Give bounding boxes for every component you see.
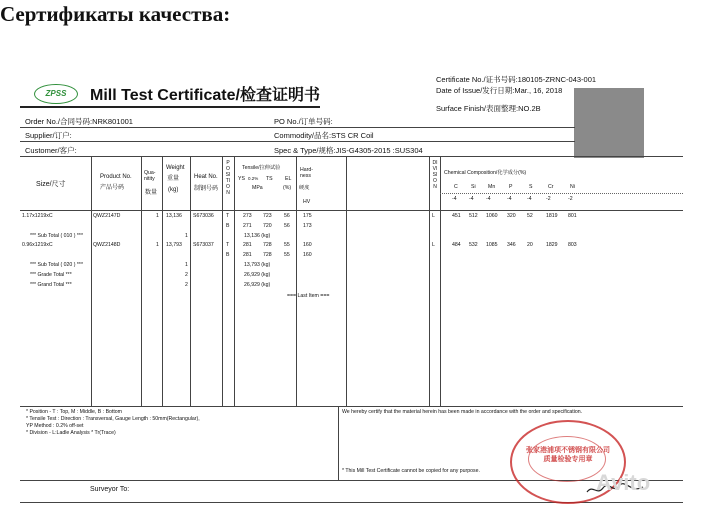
row1-ts-t: 723 [263,213,272,219]
row1-pos-b: B [226,223,230,229]
grade-total-label: *** Grade Total *** [30,272,72,278]
chem-exponent: -4 [469,196,474,202]
chem-value: 512 [469,213,478,219]
chem-exponent: -2 [546,196,551,202]
row2-el-t: 55 [284,242,290,248]
page-title: Сертификаты качества: [0,2,231,26]
chem-exponent: -4 [527,196,532,202]
chem-value: 451 [452,213,461,219]
note-tensile: * Tensile Test : Direction : Transversal, Gauge Length : 50mm(Rectangular), [26,416,200,422]
rule-line [20,127,575,128]
col-tensile: Tensile/拉伸试验 [242,165,281,171]
commodity: Commodity/品名:STS CR Coil [274,131,374,140]
grade-total-weight: 26,929 (kg) [244,272,271,278]
row2-pos-b: B [226,252,230,258]
col-divider [162,156,163,406]
order-no: Order No./合同号码:NRK801001 [25,117,133,126]
col-el: EL [285,176,292,182]
col-product-no-cn: 产品号码 [100,185,125,191]
avito-watermark: Avito [596,470,651,495]
chem-element-c: C [454,184,458,190]
po-no: PO No./订单号码: [274,117,333,126]
col-weight: Weight [166,165,185,171]
chem-element-cr: Cr [548,184,554,190]
col-size: Size/尺寸 [36,181,66,188]
row2-qty: 1 [156,242,159,248]
chem-value: 20 [527,242,533,248]
row2-ys-t: 281 [243,242,252,248]
chem-value: 320 [507,213,516,219]
chem-element-p: P [509,184,513,190]
row2-hv-t: 160 [303,242,312,248]
subtotal-2-weight: 13,793 (kg) [244,262,271,268]
note-yp-method: YP Method : 0.2% off-set [26,423,84,429]
surface-finish: Surface Finish/表面整理:NO.2B [436,104,541,113]
chem-value: 1060 [486,213,498,219]
note-division: * Division - L:Ladle Analysis * Tr(Trace) [26,430,116,436]
chem-value: 801 [568,213,577,219]
col-product-no: Product No. [100,174,132,180]
row1-hv-b: 173 [303,223,312,229]
row1-heat: S673036 [193,213,214,219]
grand-total-qty: 2 [185,282,188,288]
chem-value: 532 [469,242,478,248]
col-divider [234,156,235,406]
row2-ts-b: 728 [263,252,272,258]
col-weight-unit: (kg) [168,187,179,193]
col-ts: TS [266,176,273,182]
row1-hv-t: 175 [303,213,312,219]
note-position: * Position - T : Top, M : Middle, B : Bottom [26,409,123,415]
col-ys-pct: 0.2% [248,176,259,181]
col-divider [222,156,223,406]
col-divider [346,156,347,406]
certify-statement: We hereby certify that the material herein has been made in accordance with the order and specification. [342,409,583,415]
col-chemical: Chemical Composition/化学成分(%) [444,170,527,176]
notes-divider [338,406,339,480]
col-hv: HV [303,199,311,205]
certificate-title: Mill Test Certificate/检查证明书 [90,87,320,104]
col-quantity-cn: 数量 [145,190,158,196]
chem-value: 1819 [546,213,558,219]
chem-value: 484 [452,242,461,248]
row2-size: 0.96x1219xC [22,242,53,248]
col-heat-no: Heat No. [194,174,218,180]
grade-total-qty: 2 [185,272,188,278]
row1-ys-b: 271 [243,223,252,229]
row2-ts-t: 728 [263,242,272,248]
chem-element-si: Si [471,184,476,190]
subtotal-1-qty: 1 [185,233,188,239]
row1-division: L [432,213,435,219]
row2-heat: S673037 [193,242,214,248]
subtotal-2-qty: 1 [185,262,188,268]
row1-qty: 1 [156,213,159,219]
row2-weight: 13,793 [166,242,182,248]
grand-total-weight: 26,929 (kg) [244,282,271,288]
title-underline [20,106,320,108]
certificate-no: Certificate No./证书号码:180105-ZRNC-043-001 [436,75,597,84]
row2-product: QWZ2148D [93,242,121,248]
col-divider [190,156,191,406]
col-ys: YS [238,176,245,182]
chem-value: 52 [527,213,533,219]
row1-ts-b: 720 [263,223,272,229]
customer: Customer/客户: [25,146,77,155]
subtotal-1-label: *** Sub Total ( 010 ) *** [30,233,83,239]
col-heat-no-cn: 制钢号码 [194,186,219,192]
subtotal-1-weight: 13,136 (kg) [244,233,271,239]
chem-unit-line [440,193,683,194]
col-divider [91,156,92,406]
rule-line [20,156,683,157]
last-item-marker: === Last Item === [287,293,330,299]
chem-element-s: S [529,184,533,190]
col-quantity: Qua-nitity [144,170,156,182]
row1-el-b: 56 [284,223,290,229]
col-divider [296,156,297,406]
date-of-issue: Date of Issue/发行日期:Mar., 16, 2018 [436,86,563,95]
chem-exponent: -4 [507,196,512,202]
rule-line [20,406,683,407]
col-el-unit: (%) [283,185,292,191]
col-hardness-cn: 硬度 [299,185,310,191]
chem-value: 803 [568,242,577,248]
chem-exponent: -4 [452,196,457,202]
row2-ys-b: 281 [243,252,252,258]
grand-total-label: *** Grand Total *** [30,282,72,288]
col-divider [141,156,142,406]
chem-element-ni: Ni [570,184,575,190]
row1-weight: 13,136 [166,213,182,219]
col-divider [429,156,430,406]
row2-pos-t: T [226,242,230,248]
chem-exponent: -4 [486,196,491,202]
supplier: Supplier/订户: [25,131,72,140]
surveyor-label: Surveyor To: [90,486,130,493]
row2-el-b: 55 [284,252,290,258]
rule-line [20,210,683,211]
subtotal-2-label: *** Sub Total ( 020 ) *** [30,262,83,268]
col-position: POSITION [225,160,231,196]
spec-type: Spec & Type/规格:JIS-G4305-2015 :SUS304 [274,146,423,155]
row1-product: QWZ2147D [93,213,121,219]
chem-element-mn: Mn [488,184,496,190]
chem-value: 1829 [546,242,558,248]
company-seal-text: 张家港浦项不锈钢有限公司 质量检验专用章 [526,447,610,463]
chem-exponent: -2 [568,196,573,202]
row1-pos-t: T [226,213,230,219]
col-hardness: Hard-ness [300,167,313,179]
col-weight-cn: 重量 [167,176,180,182]
redacted-block [574,88,644,158]
col-mpa: MPa [252,185,263,191]
row2-hv-b: 160 [303,252,312,258]
rule-line [20,141,575,142]
row1-ys-t: 273 [243,213,252,219]
copy-note: * This Mill Test Certificate cannot be copied for any purpose. [342,468,480,474]
row2-division: L [432,242,435,248]
chem-value: 346 [507,242,516,248]
col-division: DIVISION [432,160,438,190]
zpss-logo: ZPSS [34,84,78,104]
chem-value: 1085 [486,242,498,248]
row1-size: 1.17x1219xC [22,213,53,219]
row1-el-t: 56 [284,213,290,219]
